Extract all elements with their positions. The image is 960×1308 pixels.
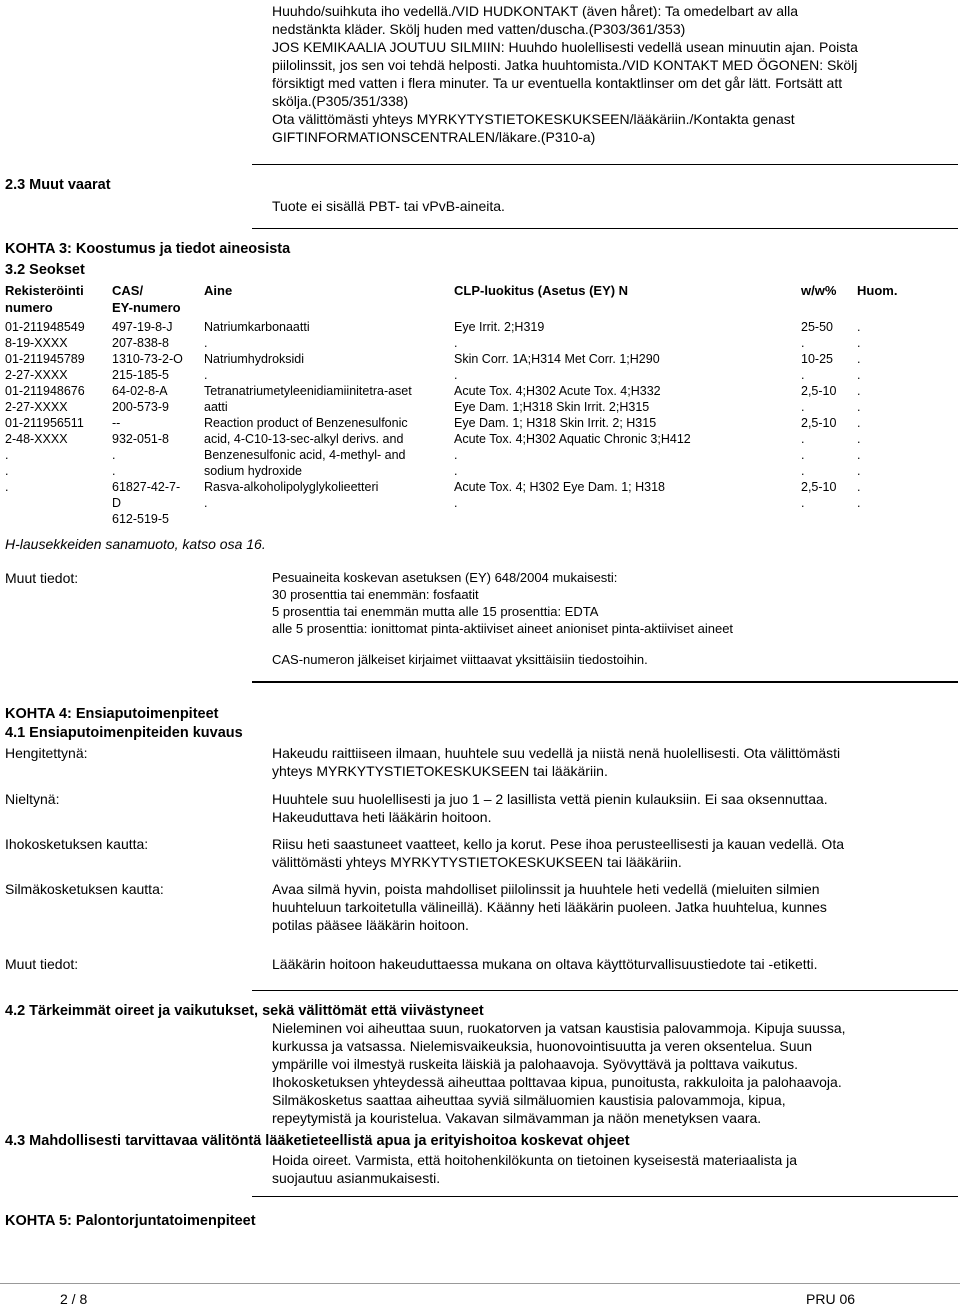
first-aid-line: Riisu heti saastuneet vaatteet, kello ja korut. Pese ihoa perusteellisesti ja kauan vedellä. Ota: [272, 836, 844, 852]
huom-cell: .: [857, 432, 861, 446]
ww-cell: .: [801, 400, 805, 414]
top-block-line: Ota välittömästi yhteys MYRKYTYSTIETOKESKUKSEEN/lääkäriin./Kontakta genast: [272, 111, 795, 127]
muut-tiedot-line: 30 prosenttia tai enemmän: fosfaatit: [272, 587, 479, 602]
cas-cell: 612-519-5: [112, 512, 169, 526]
first-aid-line: potilas pääsee lääkärin hoitoon.: [272, 917, 469, 933]
huom-cell: .: [857, 416, 861, 430]
aine-cell: .: [204, 336, 208, 350]
clp-cell: .: [454, 368, 458, 382]
cas-note: CAS-numeron jälkeiset kirjaimet viittaavat yksittäisiin tiedostoihin.: [272, 652, 648, 667]
divider: [252, 1196, 958, 1197]
first-aid-line: Hakeudu raittiiseen ilmaan, huuhtele suu vedellä ja niistä nenä huolellisesti. Ota välittömästi: [272, 745, 841, 761]
first-aid-label: Ihokosketuksen kautta:: [5, 836, 149, 852]
ww-cell: 2,5-10: [801, 416, 837, 430]
cas-cell: 207-838-8: [112, 336, 169, 350]
aine-cell: Rasva-alkoholipolyglykolieetteri: [204, 480, 379, 494]
huom-cell: .: [857, 496, 861, 510]
first-aid-line: Hakeuduttava heti lääkärin hoitoon.: [272, 809, 492, 825]
divider: [252, 228, 958, 229]
section-4-heading: KOHTA 4: Ensiaputoimenpiteet: [5, 706, 219, 722]
h-statements-footnote: H-lausekkeiden sanamuoto, katso osa 16.: [5, 536, 266, 552]
section-5-heading: KOHTA 5: Palontorjuntatoimenpiteet: [5, 1213, 256, 1229]
reg-cell: 01-211948549: [5, 320, 85, 334]
ww-column: [801, 319, 836, 511]
ww-cell: .: [801, 432, 805, 446]
muut-tiedot-label: Muut tiedot:: [5, 570, 79, 586]
ww-cell: .: [801, 368, 805, 382]
section-4-2-heading: 4.2 Tärkeimmät oireet ja vaikutukset, sekä välittömät että viivästyneet: [5, 1003, 484, 1019]
huom-cell: .: [857, 480, 861, 494]
huom-cell: .: [857, 336, 861, 350]
reg-cell: .: [5, 448, 9, 462]
top-block-line: Huuhdo/suihkuta iho vedellä./VID HUDKONTAKT (även håret): Ta omedelbart av alla: [272, 3, 799, 19]
divider: [252, 164, 958, 165]
section-4-2-line: kurkussa ja vatsassa. Nielemisvaikeuksia, huonovointisuutta ja veren oksentelua. Suun: [272, 1038, 813, 1054]
first-aid-label: Muut tiedot:: [5, 956, 79, 972]
aine-cell: Benzenesulfonic acid, 4-methyl- and: [204, 448, 406, 462]
first-aid-line: Avaa silmä hyvin, poista mahdolliset piilolinssit ja huuhtele heti vedellä (mieluiten silmien: [272, 881, 820, 897]
clp-cell: .: [454, 496, 458, 510]
section-divider: [252, 681, 958, 683]
first-aid-line: yhteys MYRKYTYSTIETOKESKUKSEEN tai lääkäriin.: [272, 763, 608, 779]
reg-cell: 01-211948676: [5, 384, 85, 398]
ww-cell: 2,5-10: [801, 384, 837, 398]
top-block: [272, 2, 952, 146]
reg-cell: 2-48-XXXX: [5, 432, 68, 446]
aine-cell: Natriumhydroksidi: [204, 352, 305, 366]
cas-cell: --: [112, 416, 121, 430]
ww-cell: .: [801, 496, 805, 510]
huom-cell: .: [857, 352, 861, 366]
first-aid-text: [272, 955, 818, 973]
section-4-3-heading: 4.3 Mahdollisesti tarvittavaa välitöntä lääketieteellistä apua ja erityishoitoa koskevat ohjeet: [5, 1133, 630, 1149]
section-4-2-line: repeytymistä ja kouristelua. Vakavan silmävamman ja näön menetyksen vaara.: [272, 1110, 762, 1126]
ww-cell: 2,5-10: [801, 480, 837, 494]
first-aid-label: Nieltynä:: [5, 791, 60, 807]
reg-cell: 01-211945789: [5, 352, 85, 366]
cas-cell: D: [112, 496, 122, 510]
aine-column: [204, 319, 412, 511]
section-2-3-text: Tuote ei sisällä PBT- tai vPvB-aineita.: [272, 198, 505, 214]
first-aid-text: [272, 835, 844, 871]
top-block-line: piilolinssit, jos sen voi tehdä helposti. Jatka huuhtomista./VID KONTAKT MED ÖGONEN: Skölj: [272, 57, 858, 73]
section-4-3-line: Hoida oireet. Varmista, että hoitohenkilökunta on tietoinen kyseisestä materiaalista ja: [272, 1152, 798, 1168]
reg-cell: 8-19-XXXX: [5, 336, 68, 350]
ww-cell: 10-25: [801, 352, 833, 366]
muut-tiedot-text: [272, 569, 733, 637]
top-block-line: GIFTINFORMATIONSCENTRALEN/läkare.(P310-a): [272, 129, 596, 145]
reg-cell: 2-27-XXXX: [5, 400, 68, 414]
cas-column: [112, 319, 183, 527]
col-header-cas: CAS/ EY-numero: [112, 283, 181, 315]
clp-cell: Acute Tox. 4;H302 Aquatic Chronic 3;H412: [454, 432, 691, 446]
cas-cell: 200-573-9: [112, 400, 169, 414]
huom-cell: .: [857, 400, 861, 414]
cas-cell: 932-051-8: [112, 432, 169, 446]
cas-cell: 1310-73-2-O: [112, 352, 183, 366]
clp-cell: .: [454, 336, 458, 350]
first-aid-line: välittömästi yhteys MYRKYTYSTIETOKESKUKSEEN tai lääkäriin.: [272, 854, 682, 870]
top-block-line: skölja.(P305/351/338): [272, 93, 409, 109]
huom-cell: .: [857, 320, 861, 334]
page-number: 2 / 8: [60, 1291, 88, 1307]
huom-column: [857, 319, 860, 511]
first-aid-label: Silmäkosketuksen kautta:: [5, 881, 164, 897]
ww-cell: .: [801, 464, 805, 478]
footer-rule: [0, 1283, 960, 1284]
clp-cell: Eye Dam. 1; H318 Skin Irrit. 2; H315: [454, 416, 657, 430]
col-header-aine: Aine: [204, 283, 233, 298]
section-4-1-heading: 4.1 Ensiaputoimenpiteiden kuvaus: [5, 725, 243, 741]
cas-cell: 64-02-8-A: [112, 384, 168, 398]
top-block-line: försiktigt med vatten i flera minuter. Ta ur eventuella kontaktlinser om det går lätt. Fortsätt att: [272, 75, 843, 91]
aine-cell: Tetranatriumetyleenidiamiinitetra-aset: [204, 384, 412, 398]
muut-tiedot-line: Pesuaineita koskevan asetuksen (EY) 648/2004 mukaisesti:: [272, 570, 618, 585]
muut-tiedot-line: alle 5 prosenttia: ionittomat pinta-aktiiviset aineet anioniset pinta-aktiiviset aineet: [272, 621, 734, 636]
clp-cell: .: [454, 448, 458, 462]
huom-cell: .: [857, 368, 861, 382]
reg-cell: 2-27-XXXX: [5, 368, 68, 382]
clp-cell: Skin Corr. 1A;H314 Met Corr. 1;H290: [454, 352, 660, 366]
first-aid-label: Hengitettynä:: [5, 745, 88, 761]
first-aid-line: Huuhtele suu huolellisesti ja juo 1 – 2 lasillista vettä pienin kulauksiin. Ei saa oksennuttaa.: [272, 791, 828, 807]
cas-cell: .: [112, 448, 116, 462]
col-header-huom: Huom.: [857, 283, 898, 298]
cas-cell: 215-185-5: [112, 368, 169, 382]
aine-cell: acid, 4-C10-13-sec-alkyl derivs. and: [204, 432, 404, 446]
clp-cell: Acute Tox. 4; H302 Eye Dam. 1; H318: [454, 480, 665, 494]
section-4-2-line: ympärille voi ilmestyä ruskeita läiskiä ja palohaavoja. Syövyttävä ja polttava vaikutus.: [272, 1056, 799, 1072]
first-aid-text: [272, 880, 827, 934]
top-block-line: nedstänkta kläder. Skölj huden med vatten/duscha.(P303/361/353): [272, 21, 686, 37]
ww-cell: 25-50: [801, 320, 833, 334]
ww-cell: .: [801, 448, 805, 462]
aine-cell: aatti: [204, 400, 228, 414]
section-3-heading: KOHTA 3: Koostumus ja tiedot aineosista: [5, 241, 291, 257]
huom-cell: .: [857, 448, 861, 462]
col-header-ww: w/w%: [801, 283, 837, 298]
reg-cell: .: [5, 464, 9, 478]
cas-cell: 61827-42-7-: [112, 480, 181, 494]
aine-cell: Reaction product of Benzenesulfonic: [204, 416, 408, 430]
first-aid-text: [272, 744, 840, 780]
section-4-2-line: Nieleminen voi aiheuttaa suun, ruokatorven ja vatsan kaustisia palovammoja. Kipuja suussa,: [272, 1020, 846, 1036]
section-4-3-text: [272, 1151, 797, 1187]
clp-cell: Eye Irrit. 2;H319: [454, 320, 545, 334]
document-code: PRU 06: [806, 1291, 856, 1307]
section-4-2-line: Silmäkosketus saattaa aiheuttaa syviä silmäluomien kaustisia palovammoja, kipua,: [272, 1092, 786, 1108]
huom-cell: .: [857, 464, 861, 478]
huom-cell: .: [857, 384, 861, 398]
aine-cell: Natriumkarbonaatti: [204, 320, 310, 334]
clp-cell: .: [454, 464, 458, 478]
section-2-3-heading: 2.3 Muut vaarat: [5, 177, 111, 193]
cas-cell: 497-19-8-J: [112, 320, 173, 334]
clp-cell: Eye Dam. 1;H318 Skin Irrit. 2;H315: [454, 400, 650, 414]
reg-column: [5, 319, 85, 495]
top-block-line: JOS KEMIKAALIA JOUTUU SILMIIN: Huuhdo huolellisesti vedellä usean minuutin ajan. Poista: [272, 39, 858, 55]
first-aid-line: Lääkärin hoitoon hakeuduttaessa mukana on oltava käyttöturvallisuustiedote tai -etiketti.: [272, 956, 818, 972]
reg-cell: 01-211956511: [5, 416, 84, 430]
aine-cell: .: [204, 496, 208, 510]
divider: [252, 990, 958, 991]
section-4-2-text: [272, 1019, 846, 1127]
section-3-subheading: 3.2 Seokset: [5, 262, 85, 278]
aine-cell: .: [204, 368, 208, 382]
muut-tiedot-line: 5 prosenttia tai enemmän mutta alle 15 prosenttia: EDTA: [272, 604, 599, 619]
clp-column: [454, 319, 691, 511]
first-aid-text: [272, 790, 828, 826]
reg-cell: .: [5, 480, 9, 494]
aine-cell: sodium hydroxide: [204, 464, 302, 478]
section-4-2-line: Ihokosketuksen yhteydessä aiheuttaa polttavaa kipua, punoitusta, rakkuloita ja palohaavoja.: [272, 1074, 842, 1090]
col-header-reg: Rekisteröinti numero: [5, 283, 84, 315]
col-header-clp: CLP-luokitus (Asetus (EY) N: [454, 283, 629, 298]
first-aid-line: huuhteluun tarkoitetulla välineillä). Käänny heti lääkärin puoleen. Jatka huuhtelua, kunnes: [272, 899, 827, 915]
ww-cell: .: [801, 336, 805, 350]
cas-cell: .: [112, 464, 116, 478]
clp-cell: Acute Tox. 4;H302 Acute Tox. 4;H332: [454, 384, 661, 398]
section-4-3-line: suojautuu asianmukaisesti.: [272, 1170, 441, 1186]
